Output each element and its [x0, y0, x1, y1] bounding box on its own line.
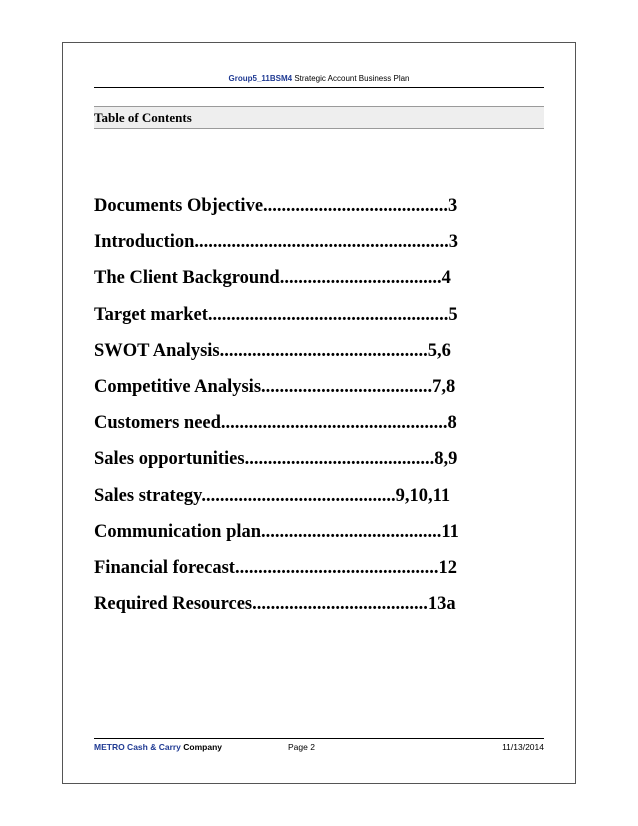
toc-entry-client-background[interactable]: The Client Background...................................4: [94, 268, 451, 289]
toc-entry-documents-objective[interactable]: Documents Objective........................................3: [94, 196, 458, 216]
toc-entry-communication-plan[interactable]: Communication plan.......................................11: [94, 521, 459, 542]
toc-entry-sales-strategy[interactable]: Sales strategy..........................................9,10,11: [94, 485, 451, 506]
toc-entry-competitive-analysis[interactable]: Competitive Analysis.....................................7,8: [94, 376, 456, 397]
footer-page-number: Page 2: [288, 742, 315, 752]
toc-list: [94, 194, 534, 628]
header-title: Strategic Account Business Plan: [294, 74, 410, 83]
footer-company-brand: METRO Cash & Carry: [94, 742, 181, 752]
toc-heading: Table of Contents: [94, 110, 192, 125]
toc-entry-financial-forecast[interactable]: Financial forecast............................................12: [94, 557, 457, 578]
footer-date: 11/13/2014: [502, 742, 544, 752]
page-footer: [94, 742, 544, 755]
toc-entry-target-market[interactable]: Target market....................................................5: [94, 304, 458, 325]
footer-company-suffix: Company: [183, 742, 223, 752]
footer-company: [94, 742, 222, 752]
footer-divider: [94, 738, 544, 739]
toc-entry-sales-opportunities[interactable]: Sales opportunities.........................................8,9: [94, 449, 458, 470]
toc-entry-customers-need[interactable]: Customers need.................................................8: [94, 413, 457, 434]
toc-entry-introduction[interactable]: Introduction.......................................................3: [94, 232, 459, 253]
header-divider: [94, 87, 544, 88]
header-brand: Group5_11BSM4: [228, 74, 293, 83]
page-header: [94, 74, 544, 87]
toc-entry-required-resources[interactable]: Required Resources......................................13a: [94, 594, 456, 615]
toc-entry-swot-analysis[interactable]: SWOT Analysis.............................................5,6: [94, 340, 451, 361]
